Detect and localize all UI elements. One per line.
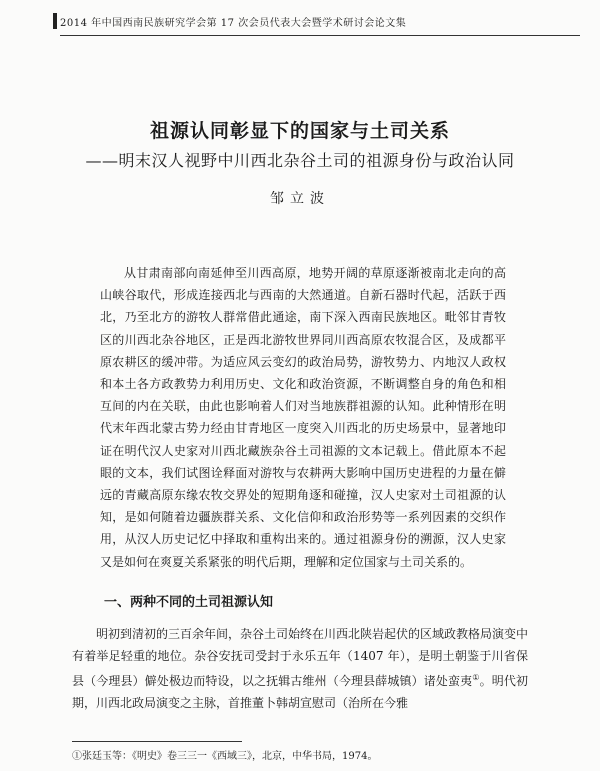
header-mark xyxy=(53,13,57,29)
article-subtitle: ——明末汉人视野中川西北杂谷土司的祖源身份与政治认同 xyxy=(85,151,515,170)
body-paragraph xyxy=(72,623,528,714)
article-author: 邹立波 xyxy=(270,191,330,207)
body-text-part-2: 。明代初期，川西北政局演变之主脉，首推董卜韩胡宣慰司（治所在今雅 xyxy=(72,674,528,710)
section-heading: 一、两种不同的土司祖源认知 xyxy=(104,595,274,610)
article-title: 祖源认同彰显下的国家与土司关系 xyxy=(149,120,450,142)
abstract-paragraph: 从甘肃南部向南延伸至川西高原，地势开阔的草原逐渐被南北走向的高山峡谷取代，形成连接西北与西南的大然通道。自新石器时代起，活跃于西北，乃至北方的游牧人群常借此通途，南下深入西南民族地区。毗邻甘青牧区的川西北杂谷地区，正是西北游牧世界同川西高原农牧混合区，及成都平原农耕区的缓冲带。为适应风云变幻的政治局势，游牧势力、内地汉人政权和本土各方政教势力利用历史、文化和政治资源，不断调整自身的角色和相互间的内在关联，由此也影响着人们对当地族群祖源的认知。此种情形在明代末年西北蒙古势力经由甘青地区一度突入川西北的历史场景中，显著地印证在明代汉人史家对川西北藏族杂谷土司祖源的文本记载上。借此原本不起眼的文本，我们试图诠释面对游牧与农耕两大影响中国历史进程的力量在僻远的青藏高原东缘农牧交界处的短期角逐和碰撞，汉人史家对土司祖源的认知，是如何随着边疆族群关系、文化信仰和政治形势等一系列因素的交织作用，从汉人历史记忆中择取和重构出来的。通过祖源身份的溯源，汉人史家又是如何在爽夏关系紧张的明代后期，理解和定位国家与土司关系的。 xyxy=(100,266,506,569)
footnote-rule xyxy=(72,741,242,742)
footnote: ①张廷玉等：《明史》卷三三一《西域三》，北京，中华书局，1974。 xyxy=(72,751,378,762)
running-title: 2014 年中国西南民族研究学会第 17 次会员代表大会暨学术研讨会论文集 xyxy=(60,18,407,29)
footnote-marker: ① xyxy=(472,673,480,682)
running-header xyxy=(60,14,580,36)
body-text-part-1: 明初到清初的三百余年间，杂谷土司始终在川西北陕岩起伏的区域政教格局演变中有着举足轻重的地位。杂谷安抚司受封于永乐五年（1407 年），是明土朝鉴于川省保县（今理县）僻处极边而特设，以之抚辑古维州（今理县薛城镇）诸处蛮夷 xyxy=(72,627,529,688)
